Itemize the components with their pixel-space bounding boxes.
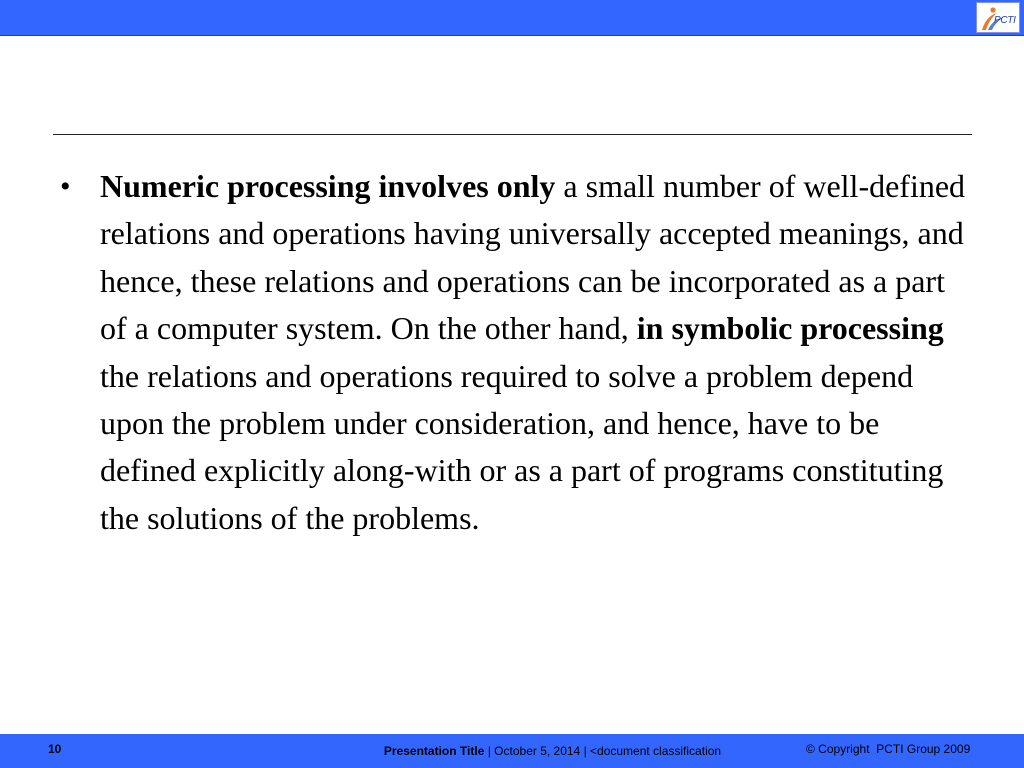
bullet-marker: • [60, 170, 71, 203]
body-text-part-2: the relations and operations required to solve a problem depend upon the problem under consideration, and hence, have to be defined explicitly along-with or as a part of programs constituting the solutions of the problems. [100, 357, 944, 536]
footer-separator: | [484, 744, 495, 758]
footer-bar [0, 734, 1024, 768]
presentation-title: Presentation Title [383, 744, 485, 758]
logo-text: PCTI [994, 15, 1016, 26]
copyright-notice: © Copyright PCTI Group 2009 [806, 742, 971, 756]
header-bar [0, 0, 1024, 36]
company-logo [976, 2, 1020, 33]
bold-phrase-numeric-processing: Numeric processing involves only [100, 168, 556, 204]
slide-body [60, 163, 970, 542]
footer-date-classification: October 5, 2014 | <document classification [494, 744, 722, 758]
slide-number: 10 [48, 742, 62, 756]
body-text-part-1: a small number of well-defined relations and operations having universally accepted meanings, and hence, these relations and operations can be incorporated as a part of a computer system. On the other hand, [100, 168, 966, 347]
bold-phrase-symbolic-processing: in symbolic processing [636, 310, 944, 347]
footer-info [380, 744, 725, 758]
bullet-paragraph [100, 163, 970, 542]
title-divider [53, 134, 972, 135]
